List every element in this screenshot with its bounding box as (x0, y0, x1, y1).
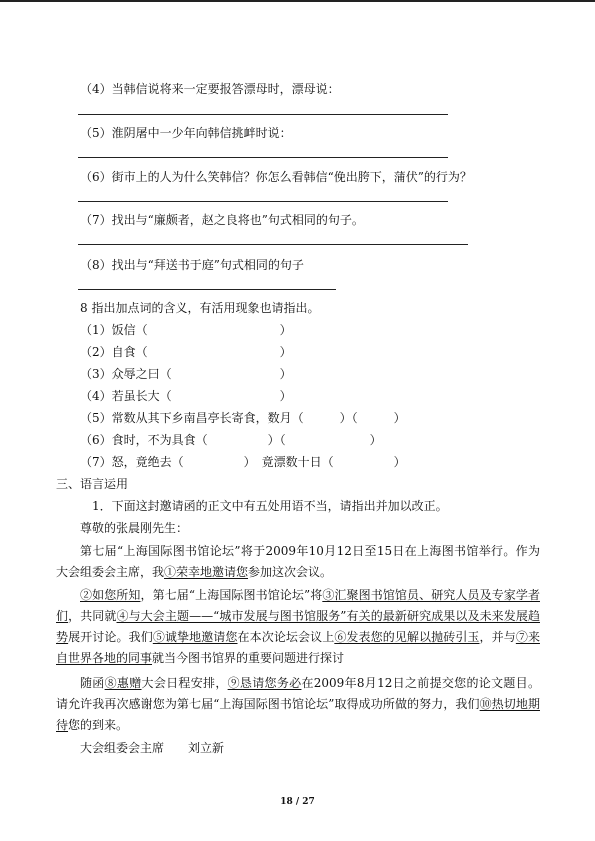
question-8: （8）找出与“拜送书于庭”句式相同的句子 (80, 258, 304, 272)
section8-item: （4）若虽长大（ ） (80, 389, 292, 403)
marked-phrase-6: ⑥发表您的见解以抛砖引玉 (334, 630, 480, 644)
letter-paragraph-3: 随函⑧惠赠大会日程安排，⑨恳请您务必在2009年8月12日之前提交您的论文题目。请允许我再次感谢您为第七届“上海国际图书馆论坛”取得成功所做的努力，我们⑩热切地期待您的到来。 (56, 676, 540, 732)
section8-item: （5）常数从其下乡南昌亭长寄食，数月（ ）（ ） (80, 411, 406, 425)
question-4: （4）当韩信说将来一定要报答漂母时，漂母说： (80, 82, 340, 96)
letter-paragraph-2: ②如您所知，第七届“上海国际图书馆论坛”将③汇聚图书馆馆员、研究人员及专家学者们，共同就④与大会主题——“城市发展与图书馆服务”有关的最新研究成果以及未来发展趋势展开讨论。我们⑤诚挚地邀请您在本次论坛会议上⑥发表您的见解以抛砖引玉，并与⑦来自世界各地的同事就当今图书馆界的重要问题进行探讨 (56, 588, 540, 665)
section8-item: （3）众辱之曰（ ） (80, 367, 292, 381)
section3-heading: 三、语言运用 (56, 477, 129, 491)
marked-phrase-7: ⑦来自世界各地的同事 (56, 630, 540, 665)
section8-title: 8 指出加点词的含义，有活用现象也请指出。 (80, 301, 320, 315)
marked-phrase-3: ③汇聚图书馆馆员、研究人员及专家学者们 (56, 588, 540, 623)
letter-paragraph-1: 第七届“上海国际图书馆论坛”将于2009年10月12日至15日在上海图书馆举行。作为大会组委会主席，我①荣幸地邀请您参加这次会议。 (56, 544, 540, 579)
question-5: （5）淮阴屠中一少年向韩信挑衅时说： (80, 126, 292, 140)
marked-phrase-4: ④与大会主题——“城市发展与图书馆服务”有关的最新研究成果以及未来发展趋势 (56, 609, 540, 644)
marked-phrase-1: ①荣幸地邀请您 (164, 565, 249, 579)
question-7: （7）找出与“廉颇者，赵之良将也”句式相同的句子。 (80, 213, 364, 227)
section8-item: （7）怒，竟绝去（ ） 竟漂数十日（ ） (80, 455, 406, 469)
marked-phrase-2: ②如您所知 (80, 588, 141, 602)
answer-line-7 (78, 244, 468, 245)
answer-line-8 (78, 289, 336, 290)
marked-phrase-10: ⑩热切地期待 (56, 697, 540, 732)
section8-item: （2）自食（ ） (80, 345, 292, 359)
marked-phrase-9: ⑨恳请您务必 (227, 676, 302, 690)
section8-item: （6）食时，不为具食（ ）（ ） (80, 433, 382, 447)
question-6: （6）街市上的人为什么笑韩信？你怎么看韩信“俛出胯下，蒲伏”的行为？ (80, 170, 472, 184)
section8-item: （1）饭信（ ） (80, 323, 292, 337)
page-number: 18 / 27 (280, 797, 315, 807)
section3-question-1: 1．下面这封邀请函的正文中有五处用语不当，请指出并加以改正。 (92, 499, 448, 513)
page-top-border (0, 0, 595, 2)
marked-phrase-8: ⑧惠赠 (104, 676, 142, 690)
letter-salutation: 尊敬的张晨刚先生： (80, 521, 189, 535)
answer-line-4 (78, 114, 448, 115)
letter-signature: 大会组委会主席 刘立新 (80, 741, 225, 755)
answer-line-6 (78, 201, 448, 202)
marked-phrase-5: ⑤诚挚地邀请您 (152, 630, 238, 644)
answer-line-5 (78, 157, 448, 158)
